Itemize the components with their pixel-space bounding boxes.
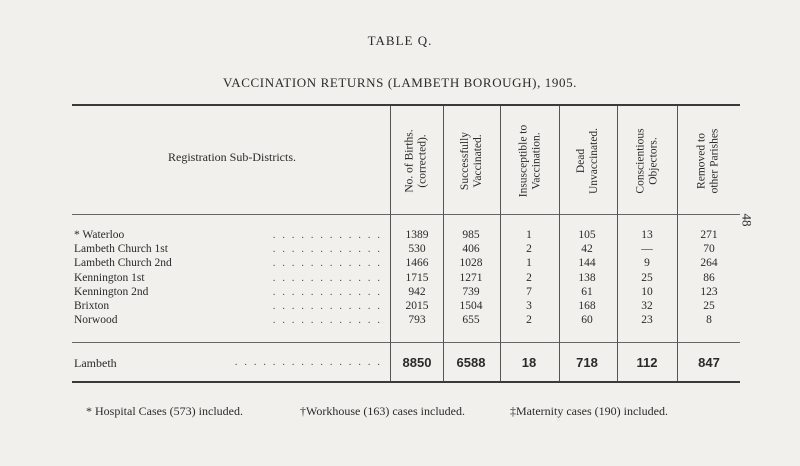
table-cell: 23 [641,314,653,326]
footnote-maternity: ‡Maternity cases (190) included. [510,404,668,418]
total-row-label: Lambeth [74,356,117,370]
table-cell: 1466 [405,257,429,269]
table-cell: 60 [581,314,593,326]
table-cell: 1715 [405,272,429,284]
table-cell: 105 [578,229,596,241]
table-cell: 32 [641,300,653,312]
table-cell: 1 [526,257,532,269]
table-cell: 61 [581,286,593,298]
leader-dots: . . . . . . . . . . . . [272,272,382,284]
table-cell: 144 [578,257,596,269]
table-cell: 123 [700,286,718,298]
row-label: Brixton [74,300,110,312]
table-cell: 1504 [459,300,483,312]
table-cell: 13 [641,229,653,241]
table-title: VACCINATION RETURNS (LAMBETH BOROUGH), 1905. [222,75,578,90]
table-label: TABLE Q. [367,33,433,48]
row-label: Lambeth Church 1st [74,243,168,255]
table-cell: 985 [462,229,480,241]
page-number: 48 [739,213,755,227]
row-label: * Waterloo [74,229,125,241]
table-cell: 942 [408,286,426,298]
footnote-workhouse: †Workhouse (163) cases included. [300,404,465,418]
column-header-dead-unvaccinated: Dead Unvaccinated. [575,127,601,195]
table-cell: 739 [462,286,480,298]
table-cell: 2 [526,314,532,326]
table-cell: 2015 [405,300,429,312]
total-top-rule [72,342,740,343]
table-cell: 3 [526,300,532,312]
row-label: Kennington 1st [74,272,145,284]
row-label: Kennington 2nd [74,286,149,298]
table-cell: 25 [641,272,653,284]
table-cell: — [641,243,653,255]
column-header-insusceptible: Insusceptible to Vaccination. [517,124,542,198]
table-cell: 271 [700,229,718,241]
table-cell: 8 [706,314,712,326]
leader-dots: . . . . . . . . . . . . [272,229,382,241]
table-cell: 25 [703,300,715,312]
table-cell: 655 [462,314,480,326]
table-cell: 406 [462,243,480,255]
table-cell: 168 [578,300,596,312]
leader-dots: . . . . . . . . . . . . [272,300,382,312]
table-cell: 264 [700,257,718,269]
table-cell: 1028 [459,257,483,269]
leader-dots: . . . . . . . . . . . . [272,257,382,269]
row-header: Registration Sub-Districts. [168,150,296,164]
table-cell: 793 [408,314,426,326]
total-insusceptible: 18 [521,355,537,370]
leader-dots: . . . . . . . . . . . . [272,286,382,298]
bottom-rule [72,381,740,383]
column-header-vaccinated: Successfully Vaccinated. [459,131,485,191]
table-cell: 2 [526,243,532,255]
column-header-births: No. of Births. (corrected). [404,129,429,193]
table-cell: 530 [408,243,426,255]
table-cell: 138 [578,272,596,284]
row-label: Lambeth Church 2nd [74,257,172,269]
leader-dots: . . . . . . . . . . . . . . . . [234,356,382,368]
total-dead-unvaccinated: 718 [576,355,598,370]
table-cell: 10 [641,286,653,298]
column-header-removed: Removed to other Parishes [695,128,720,194]
total-removed: 847 [698,355,720,370]
footnote-hospital: * Hospital Cases (573) included. [86,404,243,418]
table-cell: 9 [644,257,650,269]
leader-dots: . . . . . . . . . . . . [272,243,382,255]
table-cell: 1 [526,229,532,241]
table-cell: 7 [526,286,532,298]
total-vaccinated: 6588 [456,355,486,370]
table-cell: 1271 [459,272,483,284]
table-cell: 86 [703,272,715,284]
total-objectors: 112 [636,355,658,370]
total-births: 8850 [402,355,432,370]
column-header-conscientious-objectors: Conscientious Objectors. [634,128,660,194]
table-cell: 2 [526,272,532,284]
table-cell: 42 [581,243,593,255]
row-label: Norwood [74,314,118,326]
leader-dots: . . . . . . . . . . . . [272,314,382,326]
table-cell: 70 [703,243,715,255]
table-cell: 1389 [405,229,429,241]
